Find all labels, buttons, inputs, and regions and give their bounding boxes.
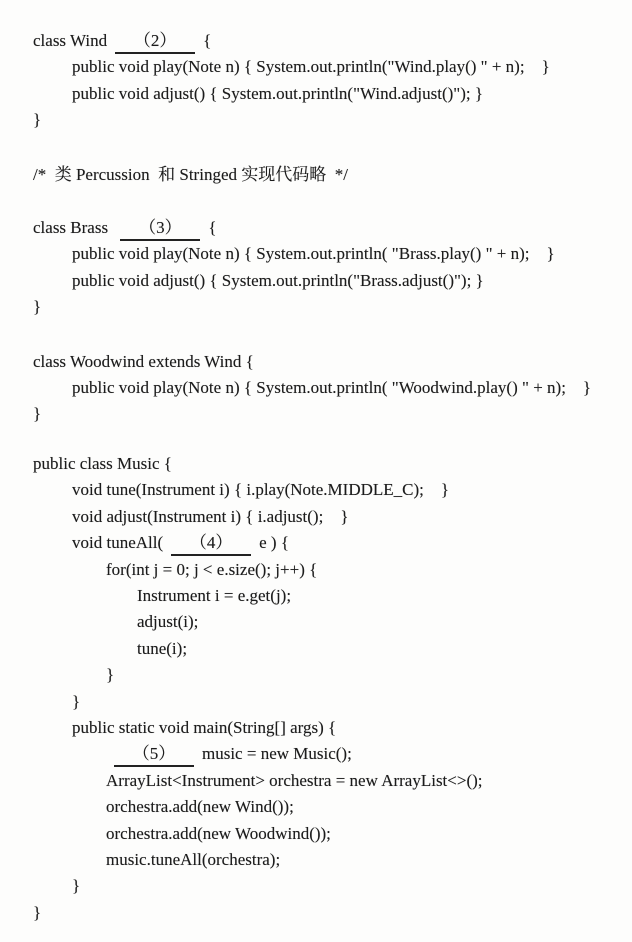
code-text: orchestra.add(new Wind()); <box>106 797 294 817</box>
blank-5: （5） <box>114 743 194 767</box>
code-line <box>33 689 622 715</box>
code-line <box>33 821 622 847</box>
code-text: adjust(i); <box>137 612 199 632</box>
code-line <box>33 504 622 530</box>
code-line <box>33 294 622 320</box>
code-line <box>33 900 622 926</box>
blank-2: （2） <box>115 30 195 54</box>
code-line <box>33 741 622 767</box>
code-line <box>33 715 622 741</box>
code-text: music.tuneAll(orchestra); <box>106 849 281 869</box>
code-line <box>33 530 622 556</box>
code-text: { <box>208 218 217 238</box>
code-text: public static void main(String[] args) { <box>72 717 337 737</box>
code-line <box>33 162 622 188</box>
code-text: { <box>203 31 212 50</box>
code-text: public void play(Note n) { System.out.println( "Brass.play() " + n); } <box>72 244 555 264</box>
code-text: orchestra.add(new Woodwind()); <box>106 823 331 843</box>
comment-percussion-stringed <box>33 162 622 188</box>
code-text: } <box>106 665 115 685</box>
code-line <box>33 268 622 294</box>
code-line <box>33 451 622 477</box>
code-line <box>33 609 622 635</box>
code-text: class Brass <box>33 218 113 238</box>
class-music <box>33 451 622 926</box>
code-text: e ) { <box>259 533 290 553</box>
code-line <box>33 847 622 873</box>
class-wind <box>33 28 622 134</box>
code-line <box>33 241 622 267</box>
code-line <box>33 768 622 794</box>
code-line <box>33 401 622 427</box>
code-line <box>33 375 622 401</box>
code-line <box>33 107 622 133</box>
code-text: } <box>33 297 42 317</box>
code-line <box>33 349 622 375</box>
code-text: } <box>33 110 42 130</box>
code-text: } <box>72 876 81 896</box>
code-text: void tuneAll( <box>72 533 164 553</box>
code-text: } <box>33 404 42 424</box>
code-text: Instrument i = e.get(j); <box>137 585 292 605</box>
code-text: ArrayList<Instrument> orchestra = new ArrayList<>(); <box>106 770 483 790</box>
code-text: } <box>72 691 81 711</box>
code-text: public void adjust() { System.out.println("Brass.adjust()"); } <box>72 270 484 290</box>
code-text: class Wind <box>33 31 108 50</box>
code-text: public void play(Note n) { System.out.println( "Woodwind.play() " + n); } <box>72 378 592 398</box>
code-text: for(int j = 0; j < e.size(); j++) { <box>106 559 318 579</box>
class-woodwind <box>33 349 622 428</box>
code-text: public void adjust() { System.out.println("Wind.adjust()"); } <box>72 83 484 103</box>
code-line <box>33 81 622 107</box>
code-text: tune(i); <box>137 638 188 658</box>
code-text: /* 类 Percussion 和 Stringed 实现代码略 */ <box>33 164 348 184</box>
code-line <box>33 477 622 503</box>
code-text: class Woodwind extends Wind { <box>33 351 254 371</box>
code-line <box>33 28 622 54</box>
class-brass <box>33 215 622 321</box>
code-line <box>33 215 622 241</box>
code-text: } <box>33 902 42 922</box>
code-text: void tune(Instrument i) { i.play(Note.MIDDLE_C); } <box>72 480 450 500</box>
code-text: public class Music { <box>33 453 172 473</box>
code-line <box>33 794 622 820</box>
code-line <box>33 557 622 583</box>
blank-4: （4） <box>171 532 251 556</box>
code-line <box>33 662 622 688</box>
code-line <box>33 873 622 899</box>
code-text: music = new Music(); <box>202 744 352 764</box>
blank-3: （3） <box>120 217 200 241</box>
code-text: public void play(Note n) { System.out.println("Wind.play() " + n); } <box>72 57 550 77</box>
code-text: void adjust(Instrument i) { i.adjust(); } <box>72 506 349 526</box>
code-line <box>33 583 622 609</box>
code-line <box>33 636 622 662</box>
code-line <box>33 54 622 80</box>
